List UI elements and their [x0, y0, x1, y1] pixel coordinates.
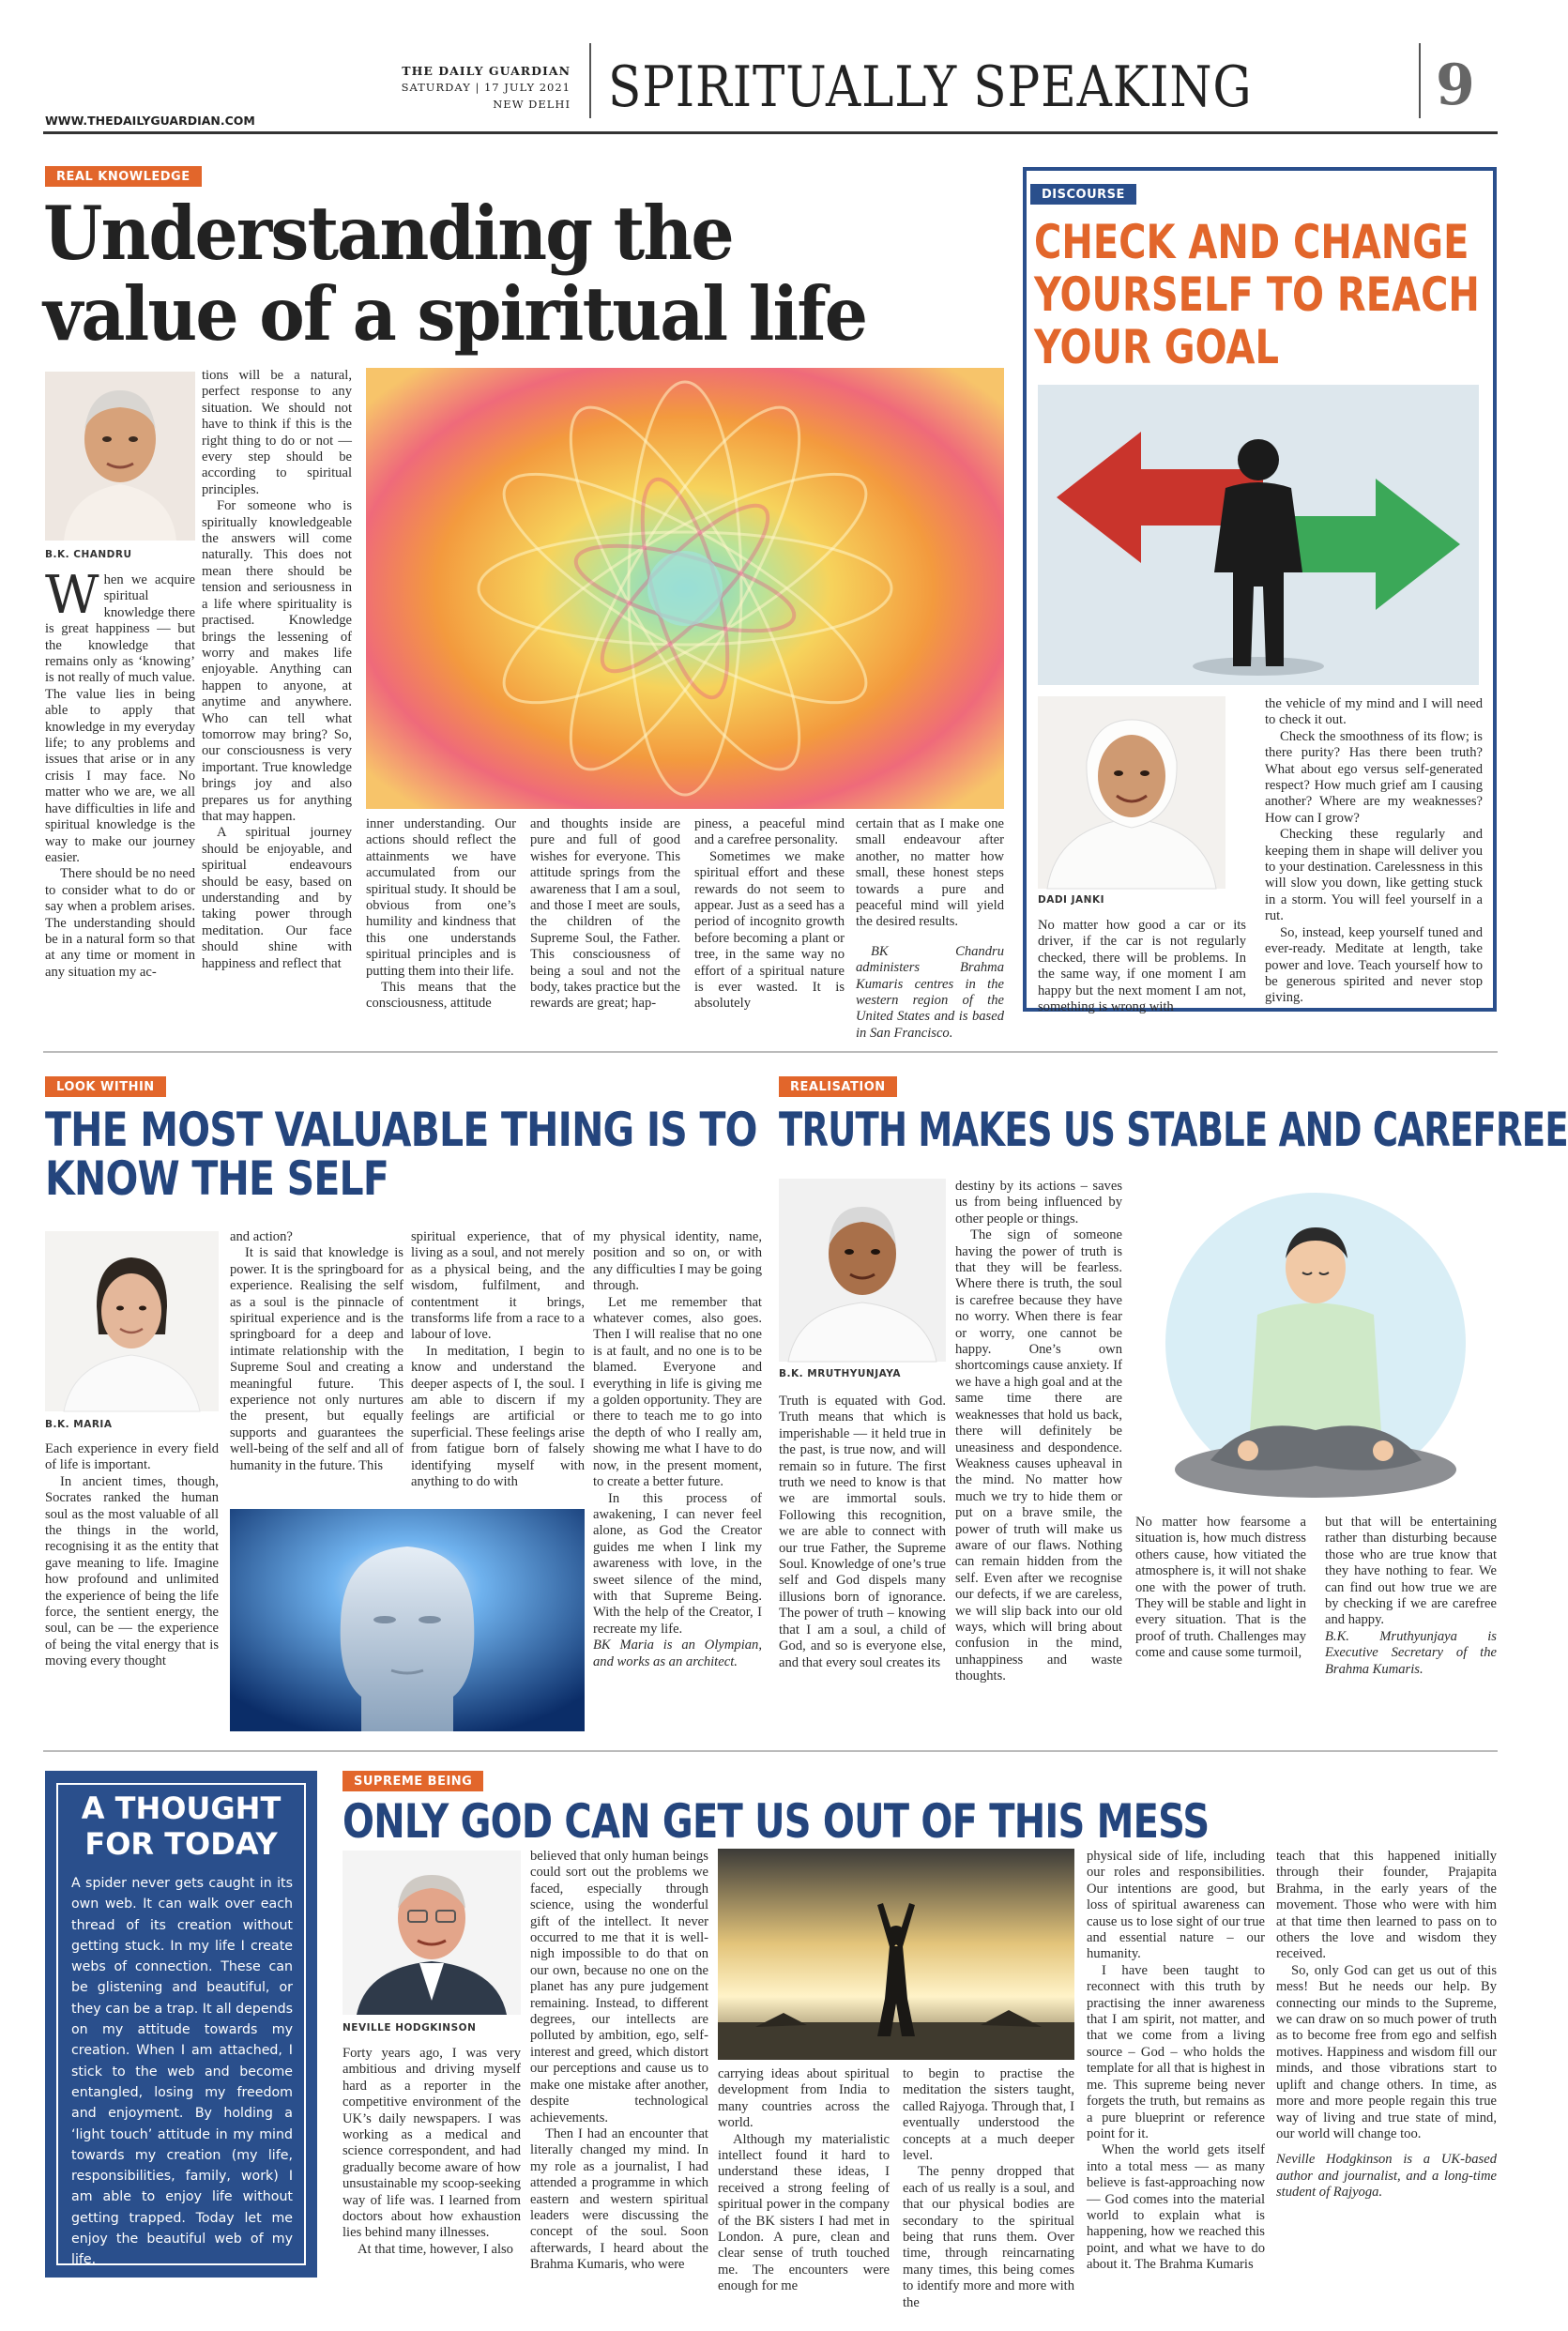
article5-col3: carrying ideas about spiritual development from India to many countries across the world. — [718, 2066, 890, 2131]
article1-col2-p2: For someone who is spiritually knowledgeable the answers will come naturally. This does not mean there should be tension and seriousness in a life where spirituality is practised. Knowledge brings the lessening of worry and makes life enjoyable. Anything can happen to anyone, at anytime and anywhere. Who can tell what tomorrow may bring? So, our consciousness is very important. True knowledge brings joy and also prepares us for anything that may happen. — [202, 498, 352, 824]
article3-headline-line1: THE MOST VALUABLE THING IS TO — [45, 1103, 757, 1157]
article1-col6: certain that as I make one small endeavour after another, no matter how small, these honest steps towards a pure and peaceful mind will yield the desired results. — [856, 816, 1004, 930]
thought-title-line2: FOR TODAY — [84, 1826, 278, 1862]
article3-headline — [45, 1103, 757, 1206]
article5-column-5 — [1087, 1849, 1265, 2299]
thought-body: A spider never gets caught in its own web. It can walk over each thread of its creation without getting stuck. In my life I create webs of connection. These can be glistening and beautiful, or they can be a trap. It all depends on my attitude towards my creation. When I am attached, I stick to the web and become entangled, losing my freedom and enjoyment. By holding a ‘light touch’ attitude in my mind towards my creation (my life, responsibilities, family, work) I am able to enjoy life without getting trapped. Today let me enjoy the beautiful web of my life. — [71, 1876, 293, 2268]
article5-col2-p2: Then I had an encounter that literally changed my mind. In my role as a journalist, I had attended a programme in which eastern and western spiritual leaders were discussing the concept of the soul. Soon afterwards, I heard about the Brahma Kumaris, who were — [530, 2125, 708, 2273]
paper-name: THE DAILY GUARDIAN — [402, 64, 571, 78]
article3-col3-p2: In meditation, I begin to know and understand the deeper aspects of I, the soul. I am able to discern if my feelings are artificial or superficial. These feelings arise from fatigue born of falsely identifying myself with anything to do with — [411, 1343, 585, 1490]
article1-col4: and thoughts inside are pure and full of good wishes for everyone. This attitude springs from the awareness that I am a soul, and those I meet are souls, the children of the Supreme Soul, the Father. This consciousness of being a soul and not the body, takes practice but the rewards are great; hap- — [530, 816, 680, 1012]
article4-column-1 — [779, 1394, 946, 1733]
article1-col5-p2: Sometimes we make spiritual effort and these rewards do not seem to appear. Just as a seed has a period of incognito growth before becoming a plant or tree, in the same way no effort of a spiritual nature is ever wasted. It is absolutely — [694, 848, 845, 1012]
article5-col5-p3: When the world gets itself into a total mess — as many believe is fast-approaching now — God comes into the material world to explain what is happening, how we reached this point, and what we have to do about it. The Brahma Kumaris — [1087, 2142, 1265, 2273]
article5-column-4 — [903, 2066, 1074, 2310]
article1-col1-lead: hen we acquire spiritual knowledge there is great happiness — but the knowledge that remains only as ‘knowing’ is not really of much value. The value lies in being able to apply that knowledge in my everyday life; to any problems and issues that arise or in any crisis I may face. No matter who we are, we all have difficulties in life and spiritual knowledge is the way to make our journey easier. — [45, 572, 195, 865]
date-line: SATURDAY | 17 JULY 2021 — [401, 81, 571, 94]
article1-col5: piness, a peaceful mind and a carefree personality. — [694, 816, 845, 848]
masthead — [0, 0, 1544, 131]
article3-column-1 — [45, 1441, 219, 1732]
article5-column-2 — [530, 1849, 708, 2299]
website[interactable]: WWW.THEDAILYGUARDIAN.COM — [45, 114, 255, 128]
dropcap: W — [45, 565, 99, 626]
section-label-discourse: DISCOURSE — [1030, 184, 1136, 205]
author-caption-neville: NEVILLE HODGKINSON — [343, 2022, 477, 2034]
article1-signoff: BK Chandru administers Brahma Kumaris centres in the western region of the United States and is based in San Francisco. — [856, 943, 1004, 1041]
bk-chandru-photo — [45, 372, 195, 541]
article1-col3-p2: This means that the consciousness, attitude — [366, 980, 516, 1012]
thought-title-line1: A THOUGHT — [81, 1790, 282, 1826]
article5-col6-p2: So, only God can get us out of this mess! But he needs our help. By connecting our minds to the Supreme, we can draw on so much power of truth as to become free from ego and selfish motives. Happiness and wisdom fill our minds, and those vibrations start to uplift and change others. In time, as more and more people regain this true way of living and true state of mind, our world will change too. — [1276, 1962, 1497, 2141]
article3-headline-line2: KNOW THE SELF — [45, 1151, 389, 1206]
article2-column-1 — [1038, 918, 1246, 1015]
mandala-image — [366, 368, 1004, 809]
city: NEW DELHI — [493, 98, 571, 111]
article3-col2-p2: It is said that knowledge is power. It is the springboard for experience. Realising the self as a soul is the pinnacle of spiritual experience and is the springboard for a deep and intimate relationship with the Supreme Soul and creating a meaningful future. This experience not only nurtures the present, but equally supports and guarantees the well-being of the self and all of humanity in the future. This — [230, 1245, 403, 1473]
page-number: 9 — [1436, 53, 1475, 118]
meditating-man-image — [1135, 1179, 1497, 1507]
thought-title — [56, 1790, 306, 1862]
article5-col5-p2: I have been taught to reconnect with this truth by practising the inner awareness that I am spirit, not matter, and that we come from a living source – God – who holds the template for all that is highest in me. This supreme being never forgets the truth, but remains as a pure blueprint or reference point for it. — [1087, 1962, 1265, 2141]
article2-headline-line2: YOURSELF TO REACH — [1034, 267, 1480, 322]
article5-col1: Forty years ago, I was very ambitious and driving myself hard as a reporter in the competitive environment of the UK’s daily newspapers. I was working as a medical and science correspondent, and had gradually become aware of how unsustainable my scoop-seeking way of life was. I learned from doctors about how exhaustion lies behind many illnesses. — [343, 2046, 521, 2241]
article1-col2-top: tions will be a natural, perfect response to any situation. We should not have to think if this is the right thing to do or not — every step should be according to spiritual principles. — [202, 368, 352, 497]
article1-col3: inner understanding. Our actions should reflect the attainments we have accumulated from our spiritual study. It should be obvious from one’s humility and kindness that this one understands spiritual principles and is putting them into their life. — [366, 816, 516, 979]
article3-col4-p2: Let me remember that whatever comes, also goes. Then I will realise that no one is at fault, and no one is to be blamed. Everyone and everything in life is giving me a golden opportunity. They are there to teach me to go into the depth of who I really am, showing me what I have to do now, in the present moment, to create a better future. — [593, 1294, 762, 1490]
author-caption-mruthyunjaya: B.K. MRUTHYUNJAYA — [779, 1368, 901, 1379]
article5-col1-p2: At that time, however, I also — [358, 2241, 513, 2257]
bk-maria-photo — [45, 1231, 219, 1411]
article4-column-4 — [1325, 1515, 1497, 1734]
article5-column-6 — [1276, 1849, 1497, 2299]
article1-column-1 — [45, 565, 195, 1323]
author-caption-dadi-janki: DADI JANKI — [1038, 894, 1104, 906]
article4-col1: Truth is equated with God. Truth means that which is imperishable — it held true in the past, is true now, and will remain so in future. The first truth we need to know is that we are immortal souls. Following this recognition, we are able to connect with our true Father, the Supreme Soul. Knowledge of one’s true self and God dispels many illusions born of ignorance. The power of truth – knowing that I am a soul, a child of God, and so is everyone else, and that every soul creates its — [779, 1394, 946, 1670]
bk-mruthyunjaya-photo — [779, 1179, 946, 1362]
article4-column-2 — [955, 1179, 1122, 1734]
section-label-real-knowledge: REAL KNOWLEDGE — [45, 166, 202, 187]
article3-col3: spiritual experience, that of living as a soul, and not merely as a physical being, and the wisdom, fulfilment, and contentment it brings, transforms life from a race to a labour of love. — [411, 1229, 585, 1343]
article4-signoff: B.K. Mruthyunjaya is Executive Secretary of the Brahma Kumaris. — [1325, 1628, 1497, 1677]
article2-column-2 — [1265, 696, 1483, 1006]
article5-col3-p2: Although my materialistic intellect found it hard to understand these ideas, I received a strong feeling of spiritual power in the company of the BK sisters I had met in London. A pure, clean and clear sense of truth touched me. The encounters were enough for me — [718, 2131, 890, 2294]
article1-headline — [43, 190, 867, 358]
article3-col4-p3: In this process of awakening, I can never feel alone, as God the Creator guides me when I link my awareness with love, in the sweet silence of the mind, with that Supreme Being. With the help of the Creator, I recreate my life. — [593, 1490, 762, 1637]
neville-hodgkinson-photo — [343, 1851, 521, 2015]
masthead-rule — [43, 131, 1498, 134]
article5-column-1 — [343, 2046, 521, 2299]
article2-col2-p1: the vehicle of my mind and I will need to check it out. — [1265, 696, 1483, 728]
article3-column-3 — [411, 1229, 585, 1501]
article1-col2-p3: A spiritual journey should be enjoyable, and spiritual endeavours should be easy, based on understanding and by taking power through meditation. Our face should shine with happiness and reflect that — [202, 825, 352, 971]
article5-column-3 — [718, 2066, 890, 2299]
section-title: SPIRITUALLY SPEAKING — [608, 54, 1253, 120]
masthead-divider — [589, 43, 591, 118]
article2-headline-line1: CHECK AND CHANGE — [1034, 215, 1469, 269]
article5-col2: believed that only human beings could sort out the problems we faced, especially through science, using the wonderful gift of the intellect. It never occurred to me that it is well-nigh impossible to do that on our own, because no one on the planet has any pure judgement remaining. Instead, to different degrees, our intellects are polluted by ambition, ego, self-interest and greed, which distort our perceptions and cause us to make one mistake after another, despite technological achievements. — [530, 1849, 708, 2125]
article1-headline-line1: Understanding the — [43, 190, 733, 277]
article2-col2-p4: So, instead, keep yourself tuned and ever-ready. Meditate at length, take power and love. Teach yourself how to be generous spirited and never stop giving. — [1265, 924, 1483, 1006]
article5-col5: physical side of life, including our roles and responsibilities. Our intentions are good, but loss of spiritual awareness can cause us to lose sight of our true and essential nature – our humanity. — [1087, 1849, 1265, 1962]
dadi-janki-photo — [1038, 696, 1225, 889]
article3-col1-p2: In ancient times, though, Socrates ranked the human soul as the most valuable of all the things in the world, recognising it as the entity that gave meaning to life. Imagine how profound and unlimited the experience of being the life force, the sentient energy, the soul, can be — the experience of being the vital energy that is moving every thought — [45, 1473, 219, 1669]
article1-column-2 — [202, 368, 352, 1367]
article4-col4: but that will be entertaining rather than disturbing because those who are true know that they have nothing to fear. We can find out how true we are by checking if we are carefree and happy. — [1325, 1515, 1497, 1628]
glowing-head-image — [230, 1509, 585, 1731]
article5-signoff: Neville Hodgkinson is a UK-based author and journalist, and a long-time student of Rajyoga. — [1276, 2152, 1497, 2201]
article2-col2-p2: Check the smoothness of its flow; is there purity? Has there been truth? What about ego versus self-generated respect? How much grief am I causing another? Where are my weaknesses? How can I grow? — [1265, 728, 1483, 826]
article4-column-3 — [1135, 1515, 1306, 1734]
praying-silhouette-image — [718, 1849, 1074, 2060]
masthead-divider-2 — [1419, 43, 1421, 118]
row-divider-1 — [43, 1051, 1498, 1053]
author-caption-chandru: B.K. CHANDRU — [45, 549, 132, 560]
section-label-supreme-being: SUPREME BEING — [343, 1771, 483, 1791]
article2-headline — [1034, 216, 1480, 373]
article5-col6: teach that this happened initially through their founder, Prajapita Brahma, in the early years of the movement. Those who were with him at that time then learned to pass on to others the love and wisdom they received. — [1276, 1849, 1497, 1962]
article5-col4-p2: The penny dropped that each of us really is a soul, and that our physical bodies are secondary to the spiritual being that runs them. Over time, through reincarnating many times, this being comes to identify more and more with the — [903, 2164, 1074, 2310]
article3-column-4 — [593, 1229, 762, 1736]
article3-col4: my physical identity, name, position and so on, or with any difficulties I may be going through. — [593, 1229, 762, 1294]
article1-headline-line2: value of a spiritual life — [43, 270, 867, 358]
author-caption-maria: B.K. MARIA — [45, 1419, 113, 1430]
article5-col4: to begin to practise the meditation the sisters taught, called Rajyoga. Through that, I eventually understood the concepts at a much deeper level. — [903, 2066, 1074, 2164]
article4-col2-top: destiny by its actions – saves us from being influenced by other people or things. — [955, 1179, 1122, 1226]
row-divider-2 — [43, 1750, 1498, 1752]
article3-column-2 — [230, 1229, 403, 1501]
article4-col2-p2: The sign of someone having the power of truth is that they will be fearless. Where there is truth, the soul is carefree because they have no worry. When there is fear or worry, one cannot be happy. One’s own shortcomings cause anxiety. If we have a high goal and at the same time there are weaknesses that hold us back, there will definitely be uneasiness and despondence. Weakness causes upheaval in the mind. No matter how much we try to hide them or put on a brave smile, the power of truth will make us aware of our flaws. Nothing can remain hidden from the self. Even after we recognise our defects, if we are careless, we will slip back into our old ways, which will bring about confusion in the mind, unhappiness and waste thoughts. — [955, 1227, 1122, 1684]
article2-col2-p3: Checking these regularly and keeping them in shape will deliver you to your destination. Carelessness in this will slow you down, like getting stuck in a storm. You will feel yourself in a rut. — [1265, 827, 1483, 924]
article4-headline: TRUTH MAKES US STABLE AND CAREFREE — [779, 1103, 1568, 1157]
article3-col2-top: and action? — [230, 1229, 293, 1244]
article2-col1: No matter how good a car or its driver, if the car is not regularly checked, there will be problems. In the same way, if one moment I am happy but the next moment I am not, something is wrong with — [1038, 918, 1246, 1015]
article4-col3: No matter how fearsome a situation is, how much distress others cause, how vitiated the atmosphere is, it will not shake one with the power of truth. They will be stable and light in every situation. That is the proof of truth. Challenges may come and cause some turmoil, — [1135, 1515, 1306, 1661]
section-label-realisation: REALISATION — [779, 1076, 897, 1097]
article3-col1: Each experience in every field of life is important. — [45, 1441, 219, 1473]
article1-col1-p2: There should be no need to consider what to do or say when a problem arises. The understanding should be in a natural form so that at any time or moment in any situation my ac- — [45, 866, 195, 980]
arrows-crossroads-image — [1038, 385, 1479, 685]
article2-headline-line3: YOUR GOAL — [1034, 320, 1279, 374]
article3-signoff: BK Maria is an Olympian, and works as an architect. — [593, 1638, 762, 1669]
section-label-look-within: LOOK WITHIN — [45, 1076, 166, 1097]
article5-headline: ONLY GOD CAN GET US OUT OF THIS MESS — [343, 1794, 1210, 1849]
